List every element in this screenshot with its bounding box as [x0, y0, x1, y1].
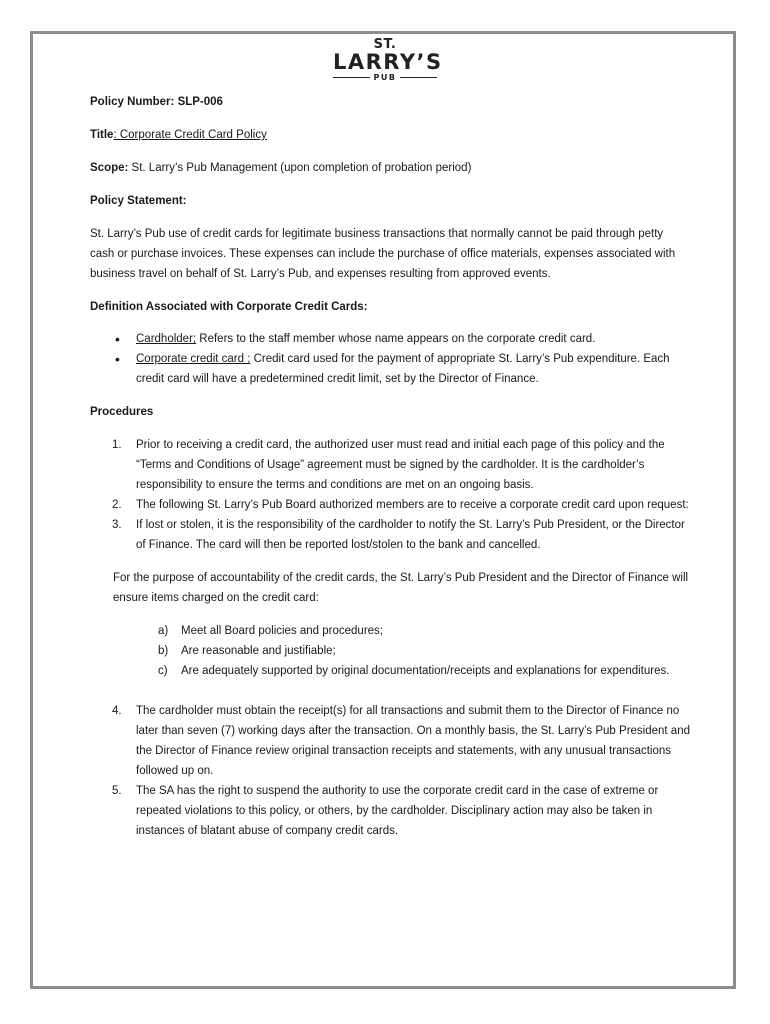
- definitions-heading-text: Definition Associated with Corporate Credit Cards:: [90, 301, 368, 313]
- procedure-text: Prior to receiving a credit card, the authorized user must read and initial each page of this policy and the “Terms and Conditions of Usage” agreement must be signed by the cardholder. It is the cardholder’s responsibility to ensure the terms and conditions are met on an ongoing basis.: [136, 439, 665, 491]
- procedure-text: The SA has the right to suspend the authority to use the corporate credit card in the case of extreme or repeated violations to this policy, or others, by the cardholder. Disciplinary action may also be taken in instances of blatant abuse of company credit cards.: [136, 785, 659, 837]
- procedure-item: [90, 495, 690, 515]
- logo-rule-left: [333, 77, 370, 78]
- policy-number-label: Policy Number:: [90, 96, 175, 108]
- procedure-text: The cardholder must obtain the receipt(s) for all transactions and submit them to the Director of Finance no later than seven (7) working days after the transaction. On a monthly basis, the St. Larry’s Pub President and the Director of Finance review original transaction receipts and statements, with any unusual transactions followed up on.: [136, 705, 690, 777]
- policy-number-value: SLP-006: [177, 96, 223, 108]
- procedure-number: 4.: [112, 705, 122, 717]
- accountability-item-text: Are reasonable and justifiable;: [181, 645, 336, 657]
- procedure-number: 1.: [112, 439, 122, 451]
- logo-line-st: ST.: [373, 37, 397, 52]
- policy-number: [90, 92, 690, 112]
- policy-title: [90, 125, 690, 145]
- accountability-item: [90, 621, 690, 641]
- policy-statement-heading: [90, 191, 690, 211]
- definitions-heading: [90, 297, 690, 317]
- scope-value: St. Larry’s Pub Management (upon completion of probation period): [128, 162, 472, 174]
- st-larrys-pub-logo: [333, 37, 443, 86]
- procedure-item: [90, 435, 690, 495]
- accountability-letter: b): [158, 645, 169, 657]
- definitions-list: [90, 329, 690, 389]
- accountability-text: For the purpose of accountability of the credit cards, the St. Larry’s Pub President and the Director of Finance will ensure items charged on the credit card:: [113, 572, 689, 604]
- accountability-list: [90, 621, 690, 681]
- logo-line-larrys: LARRY’S: [333, 50, 443, 74]
- procedure-item: [90, 515, 690, 555]
- definition-term: Corporate credit card ;: [136, 353, 251, 365]
- procedure-text: If lost or stolen, it is the responsibility of the cardholder to notify the St. Larry’s Pub President, or the Director of Finance. The card will then be reported lost/stolen to the bank and cancelled.: [136, 519, 685, 551]
- procedure-number: 2.: [112, 499, 122, 511]
- accountability-item: [90, 641, 690, 661]
- procedure-number: 5.: [112, 785, 122, 797]
- policy-statement-text: St. Larry’s Pub use of credit cards for legitimate business transactions that normally cannot be paid through petty cash or purchase invoices. These expenses can include the purchase of office materials, expenses associated with business travel on behalf of St. Larry’s Pub, and expenses resulting from approved events.: [90, 228, 676, 280]
- logo-rule-right: [400, 77, 437, 78]
- procedure-number: 3.: [112, 519, 122, 531]
- definition-item: [90, 349, 690, 389]
- procedure-item: [90, 701, 690, 781]
- procedures-list: [90, 435, 690, 555]
- policy-statement-heading-text: Policy Statement:: [90, 195, 187, 207]
- definition-item: [90, 329, 690, 349]
- definition-text: Refers to the staff member whose name appears on the corporate credit card.: [196, 333, 596, 345]
- accountability-letter: c): [158, 665, 168, 677]
- procedures-heading: [90, 402, 690, 422]
- procedure-text: The following St. Larry’s Pub Board authorized members are to receive a corporate credit card upon request:: [136, 499, 689, 511]
- procedure-item: [90, 781, 690, 841]
- accountability-letter: a): [158, 625, 169, 637]
- accountability-item: [90, 661, 690, 681]
- procedures-heading-text: Procedures: [90, 406, 154, 418]
- accountability-item-text: Meet all Board policies and procedures;: [181, 625, 384, 637]
- title-value: : Corporate Credit Card Policy: [113, 129, 267, 141]
- accountability-item-text: Are adequately supported by original documentation/receipts and explanations for expenditures.: [181, 665, 670, 677]
- scope-label: Scope:: [90, 162, 129, 174]
- policy-document: [90, 92, 690, 841]
- definition-term: Cardholder;: [136, 333, 197, 345]
- logo-line-pub: PUB: [373, 73, 397, 82]
- procedures-list-continued: [90, 701, 690, 841]
- logo-pub-row: [333, 73, 437, 82]
- policy-scope: [90, 158, 690, 178]
- title-label: Title: [90, 129, 114, 141]
- definition-text: Credit card used for the payment of appropriate St. Larry’s Pub expenditure. Each credit card will have a predetermined credit limit, set by the Director of Finance.: [136, 353, 670, 385]
